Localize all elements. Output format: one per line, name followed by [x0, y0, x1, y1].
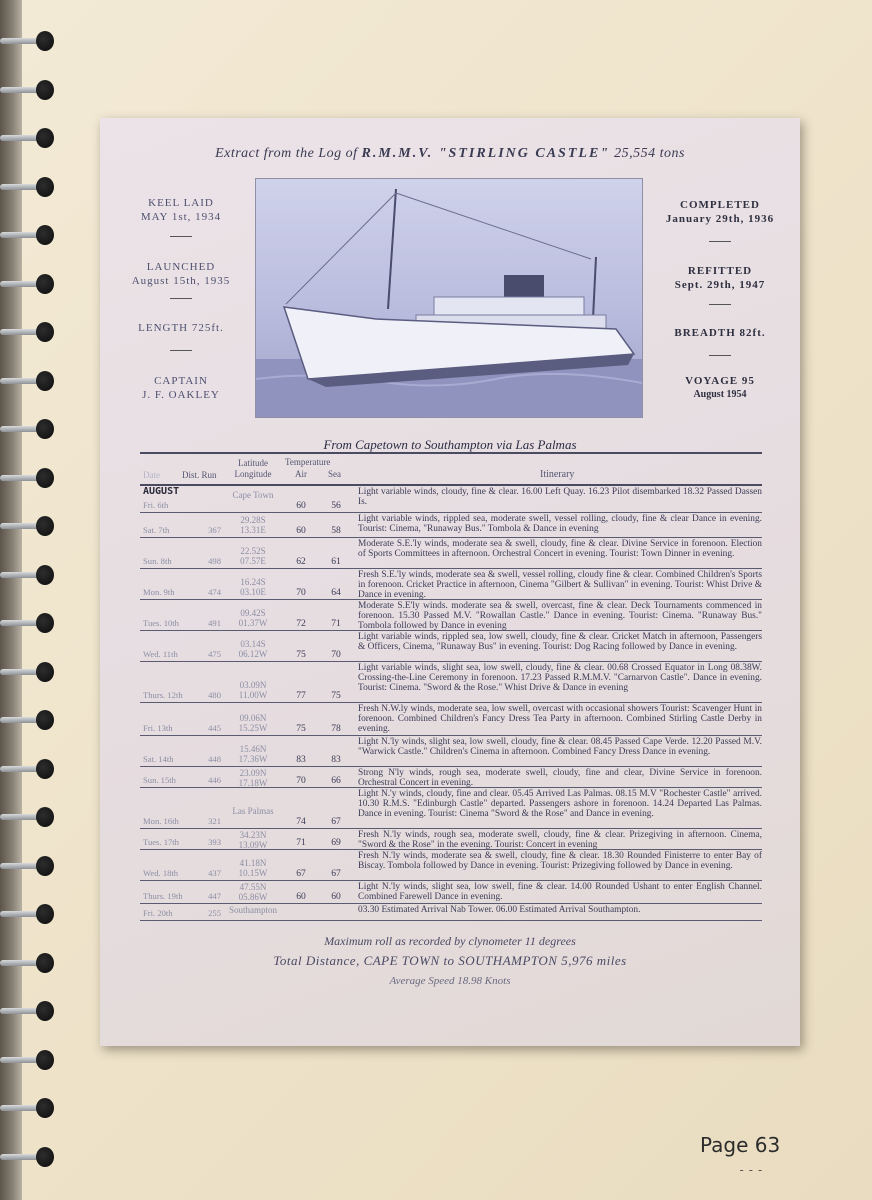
row-air-temp: 60 [296, 891, 306, 902]
row-date: Tues. 10th [143, 618, 179, 628]
table-row [140, 662, 762, 703]
col-date-header: Date [143, 470, 160, 480]
row-distance: 367 [208, 525, 221, 535]
max-roll-note: Maximum roll as recorded by clynometer 11 degrees [324, 934, 576, 948]
col-air-header: Air [295, 469, 307, 479]
captain-label: CAPTAIN [154, 375, 208, 387]
spiral-binding [0, 0, 60, 1200]
row-date: Sat. 14th [143, 754, 174, 764]
row-distance: 498 [208, 556, 221, 566]
voyage-date: August 1954 [693, 389, 747, 400]
binding-ring [0, 79, 58, 101]
row-distance: 321 [208, 816, 221, 826]
binding-ring [0, 952, 58, 974]
handwritten-month: AUGUST [143, 486, 180, 497]
table-row [140, 703, 762, 736]
row-sea-temp: 64 [331, 587, 341, 598]
row-date: Mon. 16th [143, 816, 179, 826]
row-date: Fri. 20th [143, 908, 173, 918]
row-itinerary: Fresh N.'ly winds, moderate sea & swell, cloudy, fine & clear. 18.30 Rounded Finisterre to enter Bay of Biscay. Tombola followed by Dance in evening. Tourist: Prizegiving followed by Dance in evening. [358, 851, 762, 872]
table-row [140, 881, 762, 904]
row-position: 09.42S 01.37W [238, 608, 268, 628]
row-itinerary: Moderate S.E'ly winds. moderate sea & swell, overcast, fine & clear. Deck Tournaments commenced in forenoon. 15.30 Passed M.V. "Rowallan Castle." Dance in evening. Tourist: Cinema. "Runaway Bus." Tombola followed by Dance in evening [358, 601, 762, 632]
voyage-block [660, 374, 780, 402]
page-number: Page 63 [700, 1133, 781, 1157]
row-date: Fri. 6th [143, 500, 169, 510]
row-distance: 437 [208, 868, 221, 878]
row-air-temp: 77 [296, 690, 306, 701]
row-air-temp: 83 [296, 754, 306, 765]
keel-laid-value: MAY 1st, 1934 [140, 211, 222, 223]
launched-block [126, 260, 236, 288]
table-row [140, 569, 762, 600]
divider [709, 355, 731, 356]
row-sea-temp: 75 [331, 690, 341, 701]
row-itinerary: Light variable winds, slight sea, low swell, cloudy, fine & clear. 00.68 Crossed Equator in Long 08.38W. Crossing-the-Line Ceremony in forenoon. 17.23 Passed R.M.M.V. "Carnarvon Castle". Dance in evening. Tourist: Cinema. "Sword & the Rose." Whist Drive & Dance in evening [358, 663, 762, 694]
breadth-block [660, 326, 780, 340]
row-date: Wed. 11th [143, 649, 178, 659]
divider [170, 350, 192, 351]
row-date: Tues. 17th [143, 837, 179, 847]
row-sea-temp: 58 [331, 525, 341, 536]
refitted-block [660, 264, 780, 292]
row-position: 09.06N 15.25W [238, 713, 268, 733]
row-date: Sat. 7th [143, 525, 170, 535]
binding-ring [0, 515, 58, 537]
table-header [140, 452, 762, 486]
launched-label: LAUNCHED [146, 261, 216, 273]
col-latlong-header: Latitude Longitude [234, 458, 272, 479]
row-sea-temp: 56 [331, 500, 341, 511]
table-body [140, 486, 762, 921]
row-position: Las Palmas [232, 806, 274, 816]
binding-ring [0, 321, 58, 343]
row-position: Cape Town [232, 490, 274, 500]
length-value: 725ft. [191, 322, 224, 334]
binding-ring [0, 30, 58, 52]
row-position: 15.46N 17.36W [238, 744, 268, 764]
voyage-value: 95 [741, 375, 755, 387]
row-date: Fri. 13th [143, 723, 173, 733]
binding-ring [0, 612, 58, 634]
captain-value: J. F. OAKLEY [142, 389, 220, 401]
row-air-temp: 62 [296, 556, 306, 567]
row-date: Mon. 9th [143, 587, 175, 597]
row-air-temp: 75 [296, 649, 306, 660]
table-row [140, 850, 762, 881]
row-sea-temp: 69 [331, 837, 341, 848]
keel-laid-block [126, 196, 236, 224]
binding-ring [0, 467, 58, 489]
log-sheet [100, 118, 800, 1046]
row-distance: 446 [208, 775, 221, 785]
row-position: 03.14S 06.12W [238, 639, 268, 659]
refitted-label: REFITTED [687, 265, 753, 277]
row-sea-temp: 78 [331, 723, 341, 734]
binding-ring [0, 564, 58, 586]
row-position: Southampton [228, 905, 277, 915]
binding-ring [0, 709, 58, 731]
divider [709, 304, 731, 305]
row-position: 03.09N 11.00W [238, 680, 268, 700]
col-temp-header: Temperature [285, 457, 331, 467]
breadth-label: BREADTH [674, 327, 736, 339]
row-air-temp: 71 [296, 837, 306, 848]
keel-laid-label: KEEL LAID [148, 197, 214, 209]
row-itinerary: Light N.'y winds, cloudy, fine and clear. 05.45 Arrived Las Palmas. 08.15 M.V "Rochester Castle" arrived. 10.30 R.M.S. "Edinburgh Castle" departed. Passengers ashore in forenoon. 14.24 Departed Las Palmas. Dance in evening. Tourist: Cinema "Sword & the Rose" and Dance in evening. [358, 789, 762, 820]
row-itinerary: Fresh N.'ly winds, rough sea, moderate swell, cloudy, fine & clear. Prizegiving in afternoon. Cinema, "Sword & the Rose" in the evening. Tourist: Concert in evening [358, 830, 762, 851]
row-sea-temp: 67 [331, 816, 341, 827]
row-sea-temp: 71 [331, 618, 341, 629]
binding-ring [0, 855, 58, 877]
col-sea-header: Sea [328, 469, 341, 479]
ship-tonnage: 25,554 tons [614, 146, 685, 161]
row-sea-temp: 67 [331, 868, 341, 879]
row-itinerary: Fresh S.E.'ly winds, moderate sea & swell, vessel rolling, cloudy fine & clear. Combined Children's Sports in forenoon. Cricket Practice in afternoon, Cinema "Gilbert & Sullivan" in evening. Tourist: Whist Drive & Dance in evening. [358, 570, 762, 601]
headline-prefix: Extract from the Log of [215, 146, 358, 161]
row-sea-temp: 70 [331, 649, 341, 660]
binding-ring [0, 418, 58, 440]
row-distance: 448 [208, 754, 221, 764]
row-air-temp: 60 [296, 500, 306, 511]
length-block [126, 321, 236, 335]
ship-photo [255, 178, 643, 418]
col-itinerary-header: Itinerary [540, 469, 575, 480]
row-itinerary: Moderate S.E.'ly winds, moderate sea & swell, cloudy, fine & clear. Divine Service in forenoon. Election of Sports Committees in afternoon. Orchestral Concert in evening. Tourist: Town Dinner in evening. [358, 539, 762, 560]
binding-ring [0, 176, 58, 198]
row-distance: 393 [208, 837, 221, 847]
row-distance: 445 [208, 723, 221, 733]
row-itinerary: Fresh N.W.ly winds, moderate sea, low swell, overcast with occasional showers Tourist: Scavenger Hunt in forenoon. Combined Children's Fancy Dress Tea Party in afternoon. Combined Stirling Castle Derby in evening. [358, 704, 762, 735]
binding-ring [0, 273, 58, 295]
row-air-temp: 75 [296, 723, 306, 734]
binding-ring [0, 370, 58, 392]
table-row [140, 829, 762, 850]
refitted-value: Sept. 29th, 1947 [674, 279, 766, 291]
col-run-header: Dist. Run [182, 470, 217, 480]
binding-ring [0, 806, 58, 828]
row-position: 29.28S 13.31E [240, 515, 266, 535]
row-itinerary: Strong N'ly winds, rough sea, moderate swell, cloudy, fine and clear, Divine Service in forenoon. Orchestral Concert in evening. [358, 768, 762, 789]
row-air-temp: 72 [296, 618, 306, 629]
breadth-value: 82ft. [739, 327, 766, 339]
row-distance: 255 [208, 908, 221, 918]
row-date: Thurs. 12th [143, 690, 183, 700]
table-row [140, 631, 762, 662]
binding-ring [0, 127, 58, 149]
completed-block [660, 198, 780, 226]
row-date: Thurs. 19th [143, 891, 183, 901]
page-number-dash: --- [738, 1163, 766, 1177]
row-date: Sun. 8th [143, 556, 172, 566]
table-row [140, 600, 762, 631]
binding-ring [0, 903, 58, 925]
table-row [140, 904, 762, 921]
route-title: From Capetown to Southampton via Las Palmas [323, 437, 577, 452]
row-itinerary: Light N.'ly winds, slight sea, low swell, fine & clear. 14.00 Rounded Ushant to enter English Channel. Combined Farewell Dance in evening. [358, 882, 762, 903]
captain-block [126, 374, 236, 402]
row-distance: 480 [208, 690, 221, 700]
log-table [140, 452, 762, 921]
binding-ring [0, 661, 58, 683]
divider [170, 236, 192, 237]
binding-ring [0, 758, 58, 780]
row-position: 16.24S 03.10E [240, 577, 266, 597]
table-row [140, 513, 762, 538]
voyage-label: VOYAGE [685, 375, 739, 387]
ship-name: R.M.M.V. "STIRLING CASTLE" [361, 146, 611, 161]
row-date: Sun. 15th [143, 775, 176, 785]
row-position: 34.23N 13.09W [238, 830, 268, 850]
divider [170, 298, 192, 299]
table-row [140, 767, 762, 788]
average-speed-note: Average Speed 18.98 Knots [389, 975, 511, 987]
binding-ring [0, 1097, 58, 1119]
row-air-temp: 70 [296, 587, 306, 598]
row-sea-temp: 61 [331, 556, 341, 567]
row-distance: 475 [208, 649, 221, 659]
row-distance: 474 [208, 587, 221, 597]
completed-label: COMPLETED [680, 199, 760, 211]
table-row [140, 538, 762, 569]
row-air-temp: 70 [296, 775, 306, 786]
row-sea-temp: 83 [331, 754, 341, 765]
table-row [140, 486, 762, 513]
row-distance: 491 [208, 618, 221, 628]
row-itinerary: Light variable winds, rippled sea, moderate swell, vessel rolling, cloudy, fine & clear Dance in evening. Tourist: Cinema, "Runaway Bus." Tombola & Dance in evening [358, 514, 762, 535]
length-label: LENGTH [138, 322, 189, 334]
binding-ring [0, 1049, 58, 1071]
sheet-headline [100, 146, 800, 162]
row-itinerary: Light variable winds, rippled sea, low swell, cloudy, fine & clear. Cricket Match in afternoon, Passengers & Officers, Cinema, "Runaway Bus" in evening. Tourist: Dog Racing followed by Dance in evening. [358, 632, 762, 653]
table-row [140, 736, 762, 767]
binding-ring [0, 1000, 58, 1022]
binding-ring [0, 224, 58, 246]
row-distance: 447 [208, 891, 221, 901]
row-itinerary: 03.30 Estimated Arrival Nab Tower. 06.00 Estimated Arrival Southampton. [358, 905, 641, 915]
binding-ring [0, 1146, 58, 1168]
row-date: Wed. 18th [143, 868, 179, 878]
completed-value: January 29th, 1936 [665, 213, 775, 225]
table-row [140, 788, 762, 829]
row-itinerary: Light N.'ly winds, slight sea, low swell, cloudy, fine & clear. 08.45 Passed Cape Verde. 12.20 Passed M.V. "Warwick Castle." Children's Cinema in afternoon. Combined Fancy Dress Dance in evening. [358, 737, 762, 758]
row-air-temp: 67 [296, 868, 306, 879]
row-air-temp: 74 [296, 816, 306, 827]
row-position: 23.09N 17.18W [238, 768, 268, 788]
row-position: 47.55N 05.86W [238, 882, 268, 902]
row-itinerary: Light variable winds, cloudy, fine & clear. 16.00 Left Quay. 16.23 Pilot disembarked 18.32 Passed Dassen Is. [358, 487, 762, 508]
row-air-temp: 60 [296, 525, 306, 536]
row-position: 41.18N 10.15W [238, 858, 268, 878]
launched-value: August 15th, 1935 [131, 275, 231, 287]
divider [709, 241, 731, 242]
row-sea-temp: 60 [331, 891, 341, 902]
row-sea-temp: 66 [331, 775, 341, 786]
total-distance-note: Total Distance, CAPE TOWN to SOUTHAMPTON 5,976 miles [273, 953, 627, 968]
row-position: 22.52S 07.57E [240, 546, 266, 566]
